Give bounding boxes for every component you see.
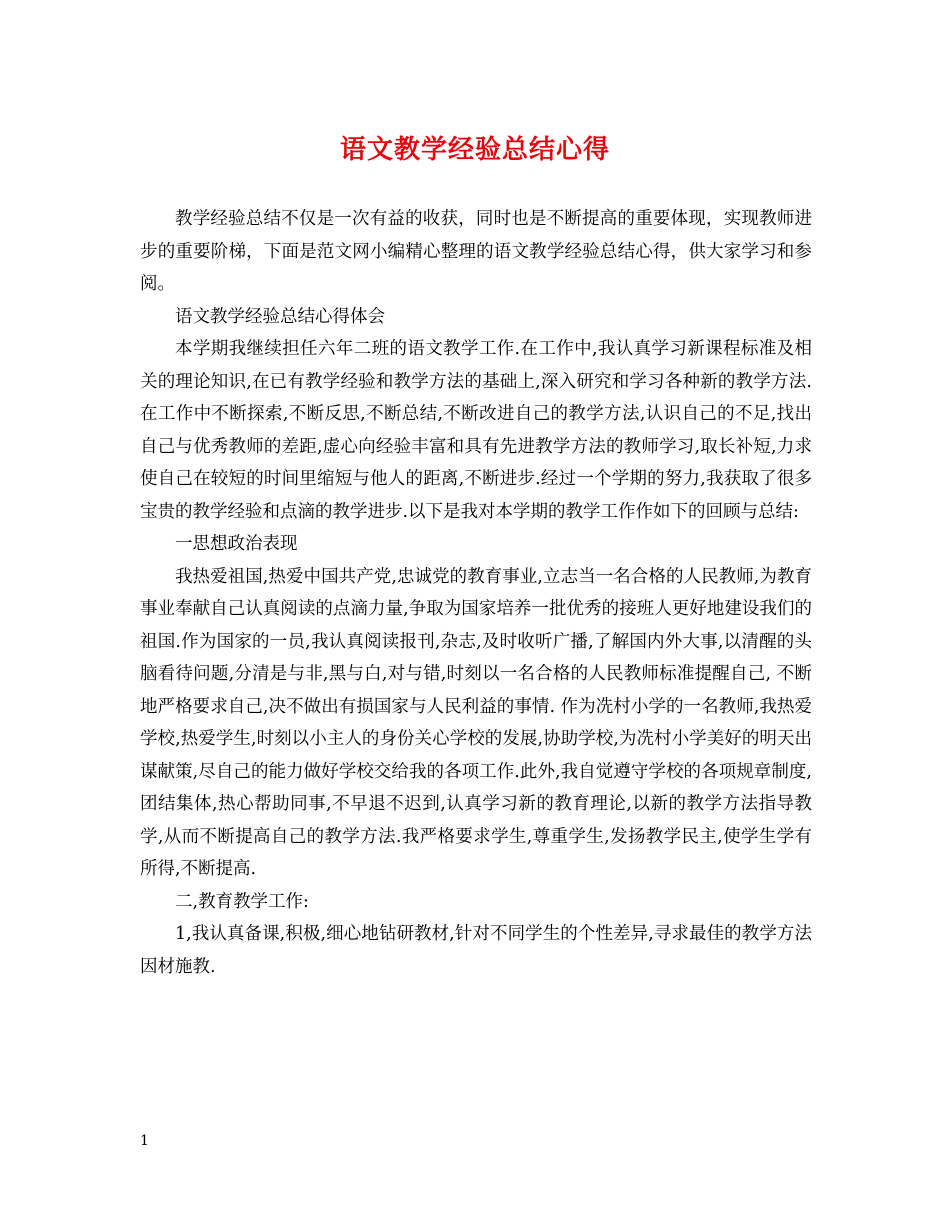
paragraph-political: 我热爱祖国,热爱中国共产党,忠诚党的教育事业,立志当一名合格的人民教师,为教育事业奉献自己认真阅读的点滴力量,争取为国家培养一批优秀的接班人更好地建设我们的祖国.作为国家的一员,我认真阅读报刊,杂志,及时收听广播,了解国内外大事,以清醒的头脑看待问题,分清是与非,黑与白,对与错,时刻以一名合格的人民教师标准提醒自己, 不断地严格要求自己,决不做出有损国家与人民利益的事情. 作为冼村小学的一名教师,我热爱学校,热爱学生,时刻以小主人的身份关心学校的发展,协助学校,为冼村小学美好的明天出谋献策,尽自己的能力做好学校交给我的各项工作.此外,我自觉遵守学校的各项规章制度,团结集体,热心帮助同事,不早退不迟到,认真学习新的教育理论,以新的教学方法指导教学,从而不断提高自己的教学方法.我严格要求学生,尊重学生,发扬教学民主,使学生学有所得,不断提高.: [140, 566, 812, 879]
section-heading-political: 一思想政治表现: [175, 534, 298, 554]
paragraph-teaching-1: 1,我认真备课,积极,细心地钻研教材,针对不同学生的个性差异,寻求最佳的教学方法因材施教.: [140, 924, 812, 977]
paragraph-overview: 本学期我继续担任六年二班的语文教学工作.在工作中,我认真学习新课程标准及相关的理论知识,在已有教学经验和教学方法的基础上,深入研究和学习各种新的教学方法.在工作中不断探索,不断反思,不断总结,不断改进自己的教学方法,认识自己的不足,找出自己与优秀教师的差距,虚心向经验丰富和具有先进教学方法的教师学习,取长补短,力求使自己在较短的时间里缩短与他人的距离,不断进步.经过一个学期的努力,我获取了很多宝贵的教学经验和点滴的教学进步.以下是我对本学期的教学工作作如下的回顾与总结:: [140, 339, 812, 522]
paragraph-intro: 教学经验总结不仅是一次有益的收获，同时也是不断提高的重要体现，实现教师进步的重要阶梯，下面是范文网小编精心整理的语文教学经验总结心得，供大家学习和参阅。: [140, 209, 812, 294]
section-heading-teaching: 二,教育教学工作:: [175, 891, 309, 912]
document-body: [140, 203, 812, 983]
document-title: 语文教学经验总结心得: [339, 135, 610, 165]
page-number: 1: [140, 1133, 149, 1149]
paragraph-subtitle: 语文教学经验总结心得体会: [175, 306, 385, 327]
